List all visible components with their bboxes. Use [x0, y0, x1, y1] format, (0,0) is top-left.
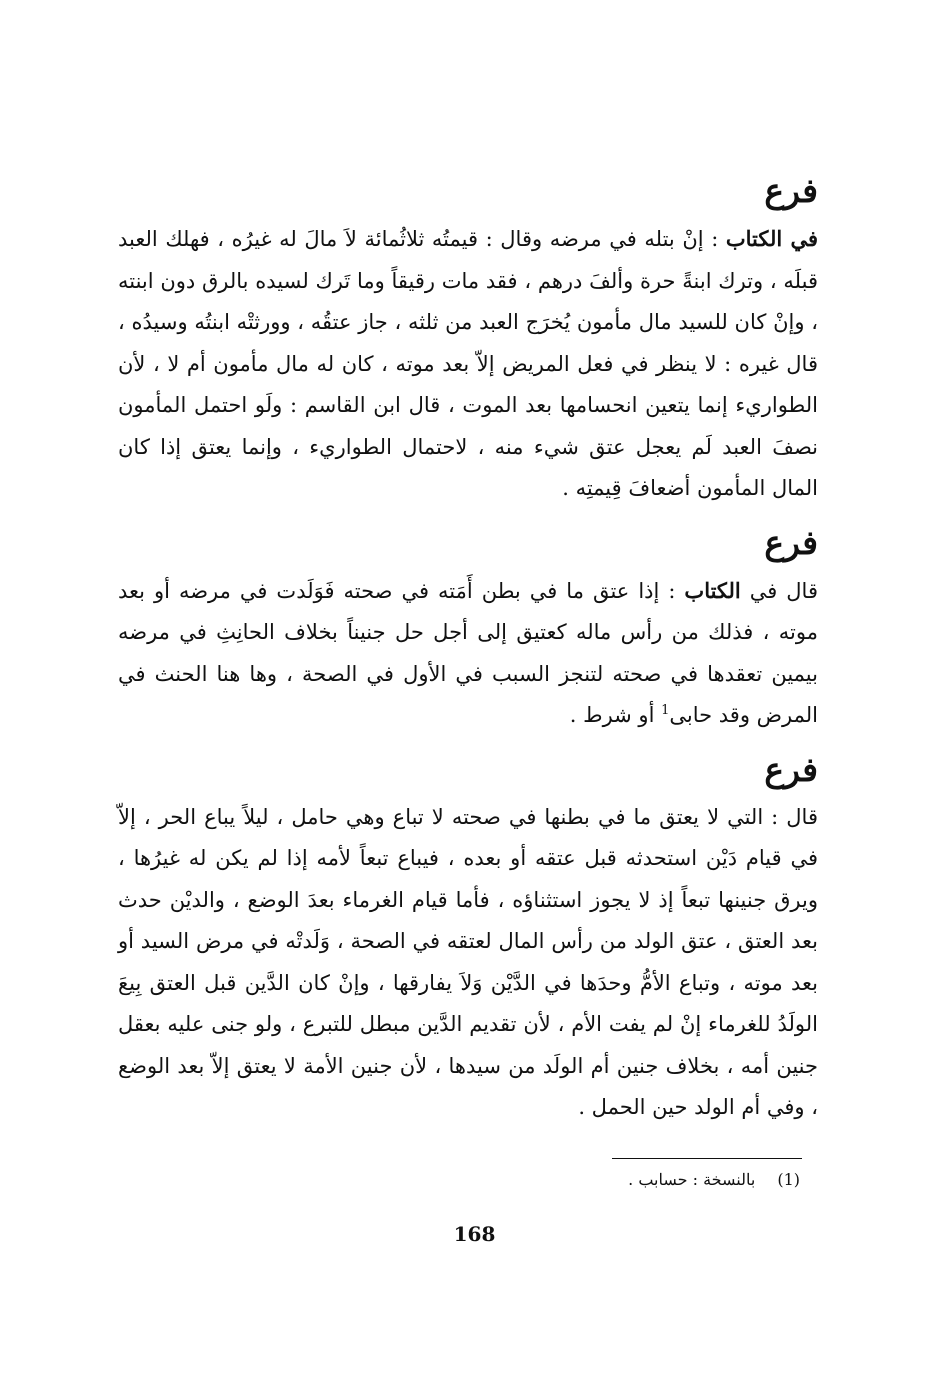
- section-3: [118, 747, 818, 1129]
- section-2: [118, 520, 818, 737]
- section-paragraph: [118, 570, 818, 737]
- lead-term: الكتاب: [684, 577, 741, 603]
- section-heading: فرع: [764, 171, 818, 210]
- paragraph-text: : إنْ بتله في مرضه وقال : قيمتُه ثلاثُمائة لاَ مالَ له غيرُه ، فهلك العبد قبلَه ، وترك ابنةً حرة وألفَ درهم ، فقد مات رقيقاً وما تَرك لسيده بالرق دون ابنته ، وإنْ كان للسيد مال مأمون يُخرَج العبد من ثلثه ، جاز عتقُه ، وورثتْه ابنتُه وسيدُه ، قال غيره : لا ينظر في فعل المريض إلاّ بعد موته ، كان له مال مأمون أم لا ، لأن الطواريء إنما يتعين انحسامها بعد الموت ، قال ابن القاسم : ولَو احتمل المأمون نصفَ العبد لَم يعجل عتق شيء منه ، لاحتمال الطواريء ، وإنما يعتق إذا كان المال المأمون أضعافَ قِيمتِه .: [118, 227, 818, 500]
- section-1: [118, 168, 818, 510]
- section-heading: فرع: [764, 749, 818, 789]
- footnote-reference[interactable]: 1: [661, 703, 670, 718]
- section-heading: فرع: [764, 522, 818, 562]
- footnote-divider: [612, 1158, 802, 1159]
- paragraph-prefix: قال في: [740, 578, 818, 603]
- section-paragraph: [118, 218, 818, 510]
- footnote: [440, 1168, 800, 1192]
- paragraph-text: : إذا عتق ما في بطن أَمَته في صحته فَوَلَدت في مرضه أو بعد موته ، فذلك من رأس ماله كعتيق إلى أجل حل جنيناً بخلاف الحانِثِ في مرضه بيمين تعقدها في صحته لتنجز السبب في الأول في الصحة ، وها هنا الحنث في المرض وقد حابى: [118, 578, 818, 727]
- page-number: 168: [453, 1222, 496, 1246]
- section-paragraph: قال : التي لا يعتق ما في بطنها في صحته لا تباع وهي حامل ، ليلاً يباع الحر ، إلاّ في قيام دَيْن استحدثه قبل عتقه أو بعده ، فيباع تبعاً لأمه إذا لم يكن له غيرُها ، ويرق جنينها تبعاً إذ لا يجوز استثناؤه ، فأما قيام الغرماء بعدَ الوضع ، والديْن حدث بعد العتق ، عتق الولد من رأس المال لعتقه في الصحة ، وَلَدتْه في مرض السيد أو بعد موته ، وتباع الأمُّ وحدَها في الدَّيْن وَلاَ يفارقها ، وإنْ كان الدَّين قبل العتق بِيعَ الولَدُ للغرماء إنْ لم يفت الأم ، لأن تقديم الدَّين مبطل للتبرع ، ولو جنى عليه بعقل جنين أمه ، بخلاف جنين أم الولَد من سيدها ، لأن جنين الأمة لا يعتق إلاّ بعد الوضع ، وفي أم الولد حين الحمل .: [118, 804, 818, 1119]
- paragraph-text-end: أو شرط .: [569, 703, 662, 727]
- lead-term: في الكتاب: [725, 226, 818, 251]
- footnote-number: (1): [777, 1170, 800, 1189]
- page-body: [118, 168, 818, 1139]
- footnote-text: بالنسخة : حسابب .: [628, 1170, 756, 1189]
